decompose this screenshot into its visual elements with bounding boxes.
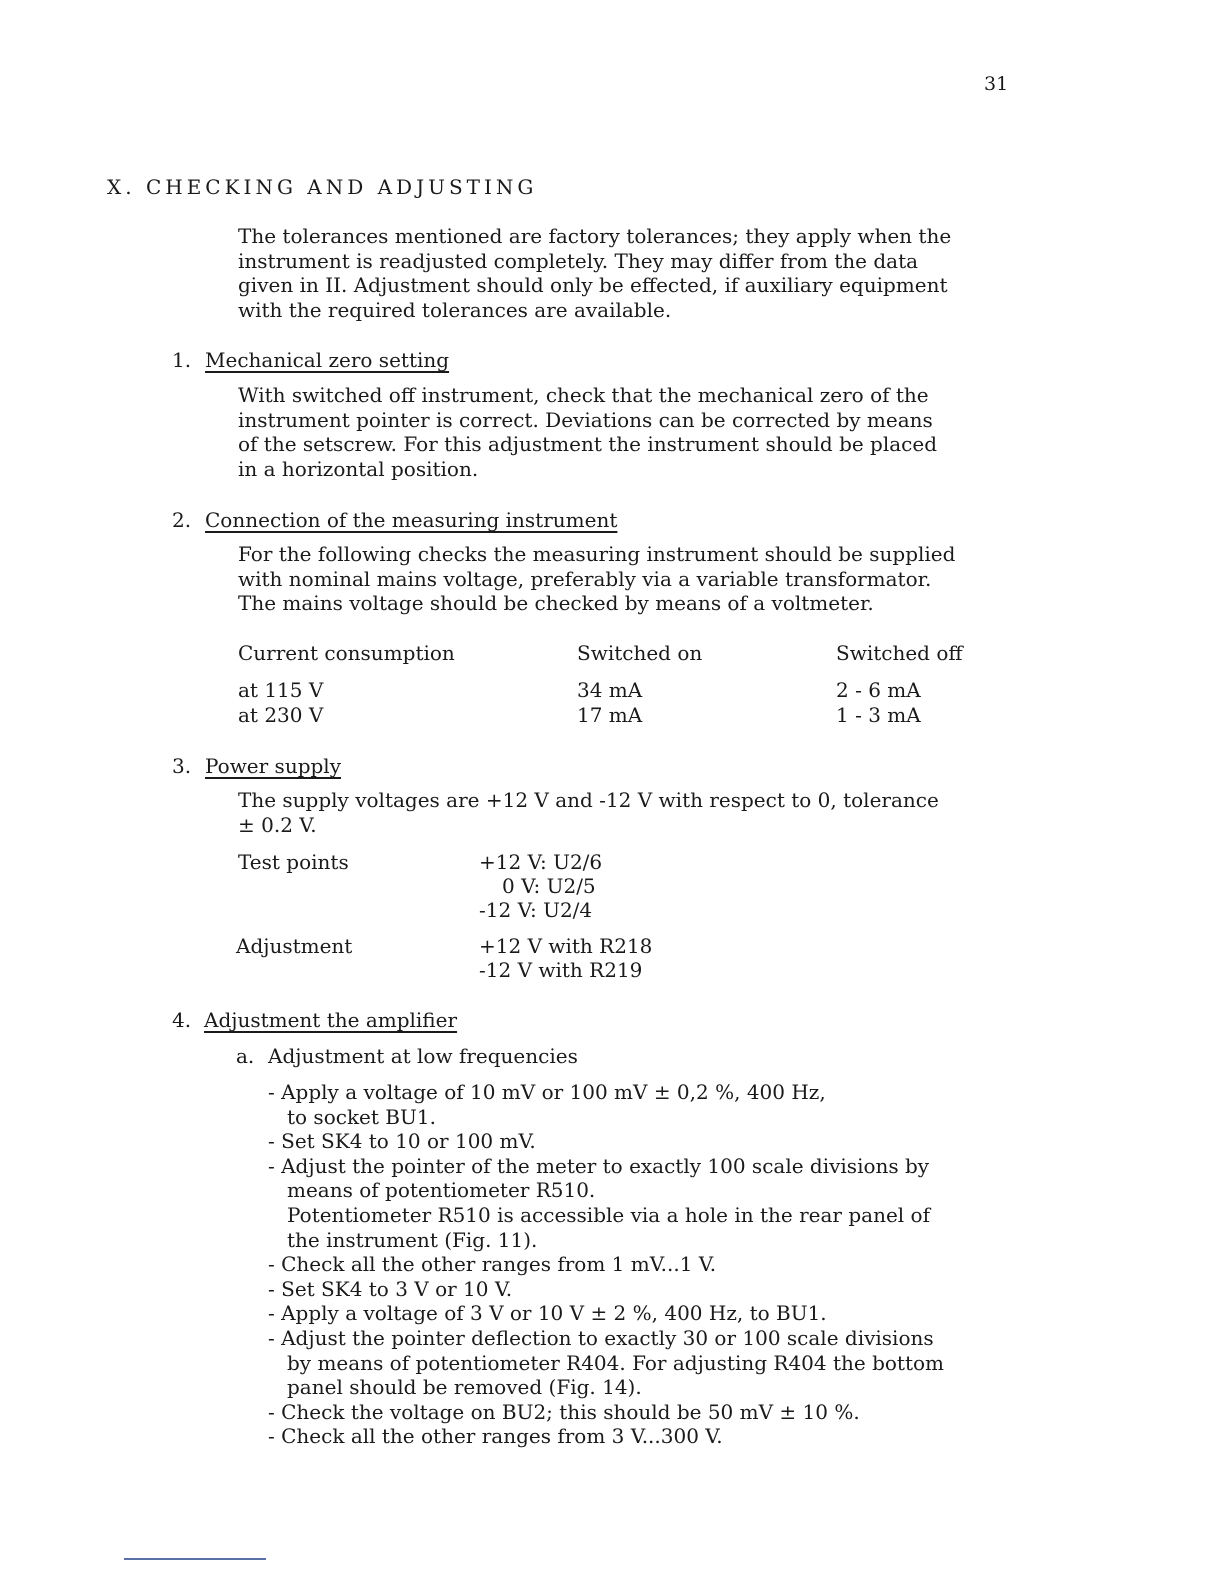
paragraph-line: ± 0.2 V. (238, 812, 317, 837)
step-line: - Check all the other ranges from 3 V...300 V. (268, 1424, 723, 1449)
intro-line: with the required tolerances are available. (238, 297, 672, 322)
step-line: - Set SK4 to 3 V or 10 V. (268, 1276, 513, 1301)
paragraph-line: instrument pointer is correct. Deviations can be corrected by means (238, 407, 933, 432)
item-paragraph (238, 542, 955, 616)
step-line: - Adjust the pointer deflection to exactly 30 or 100 scale divisions (268, 1325, 934, 1350)
footer-rule (124, 1558, 266, 1560)
step-line: the instrument (Fig. 11). (287, 1227, 538, 1252)
item-number: 3. (172, 754, 192, 778)
item-number: 1. (172, 348, 192, 372)
table-header: Switched on (577, 641, 703, 665)
sub-item-label: a. (236, 1044, 255, 1068)
table-cell: at 115 V (238, 678, 324, 702)
item-paragraph (238, 383, 937, 481)
step-line: - Apply a voltage of 10 mV or 100 mV ± 0,2 %, 400 Hz, (268, 1080, 826, 1104)
step-line: - Apply a voltage of 3 V or 10 V ± 2 %, 400 Hz, to BU1. (268, 1301, 827, 1326)
paragraph-line: With switched off instrument, check that the mechanical zero of the (238, 383, 929, 407)
step-line: - Set SK4 to 10 or 100 mV. (268, 1129, 536, 1154)
step-line: Potentiometer R510 is accessible via a hole in the rear panel of (287, 1202, 930, 1227)
step-line: - Adjust the pointer of the meter to exactly 100 scale divisions by (268, 1153, 930, 1178)
step-line: means of potentiometer R510. (287, 1178, 596, 1203)
step-line: to socket BU1. (287, 1104, 436, 1129)
step-line: - Check the voltage on BU2; this should be 50 mV ± 10 %. (268, 1399, 860, 1424)
paragraph-line: The mains voltage should be checked by means of a voltmeter. (238, 591, 874, 616)
intro-paragraph (238, 224, 951, 322)
table-cell: at 230 V (238, 703, 324, 727)
item-number: 4. (172, 1008, 192, 1032)
test-points-label: Test points (238, 850, 349, 874)
table-cell: 34 mA (577, 678, 643, 702)
paragraph-line: The supply voltages are +12 V and -12 V with respect to 0, tolerance (238, 788, 939, 812)
table-header: Switched off (836, 641, 963, 665)
item-paragraph (238, 788, 939, 837)
item-number: 2. (172, 508, 192, 532)
table-cell: 1 - 3 mA (836, 703, 921, 727)
table-cell: 2 - 6 mA (836, 678, 921, 702)
sub-item-heading: Adjustment at low frequencies (268, 1044, 578, 1068)
item-heading: Connection of the measuring instrument (205, 508, 618, 532)
section-title: X. CHECKING AND ADJUSTING (107, 175, 538, 199)
table-cell: 17 mA (577, 703, 643, 727)
step-line: panel should be removed (Fig. 14). (287, 1375, 642, 1400)
paragraph-line: with nominal mains voltage, preferably via a variable transformator. (238, 566, 932, 591)
intro-line: given in II. Adjustment should only be effected, if auxiliary equipment (238, 273, 948, 298)
item-heading: Mechanical zero setting (205, 348, 450, 372)
intro-line: instrument is readjusted completely. They may differ from the data (238, 248, 919, 273)
step-line: - Check all the other ranges from 1 mV...1 V. (268, 1252, 717, 1277)
adjustment-value: -12 V with R219 (479, 958, 643, 982)
test-point: -12 V: U2/4 (479, 898, 593, 922)
step-line: by means of potentiometer R404. For adjusting R404 the bottom (287, 1350, 945, 1375)
test-point: 0 V: U2/5 (502, 874, 596, 898)
paragraph-line: For the following checks the measuring instrument should be supplied (238, 542, 956, 566)
test-point: +12 V: U2/6 (479, 850, 603, 874)
paragraph-line: of the setscrew. For this adjustment the instrument should be placed (238, 432, 938, 457)
intro-line: The tolerances mentioned are factory tolerances; they apply when the (238, 224, 952, 248)
item-heading: Adjustment the amplifier (204, 1008, 458, 1032)
steps-list (268, 1080, 944, 1449)
item-heading: Power supply (205, 754, 342, 778)
adjustment-value: +12 V with R218 (479, 934, 653, 958)
page-number: 31 (984, 73, 1009, 95)
table-header: Current consumption (238, 641, 455, 665)
paragraph-line: in a horizontal position. (238, 456, 479, 481)
adjustment-label: Adjustment (236, 934, 353, 958)
